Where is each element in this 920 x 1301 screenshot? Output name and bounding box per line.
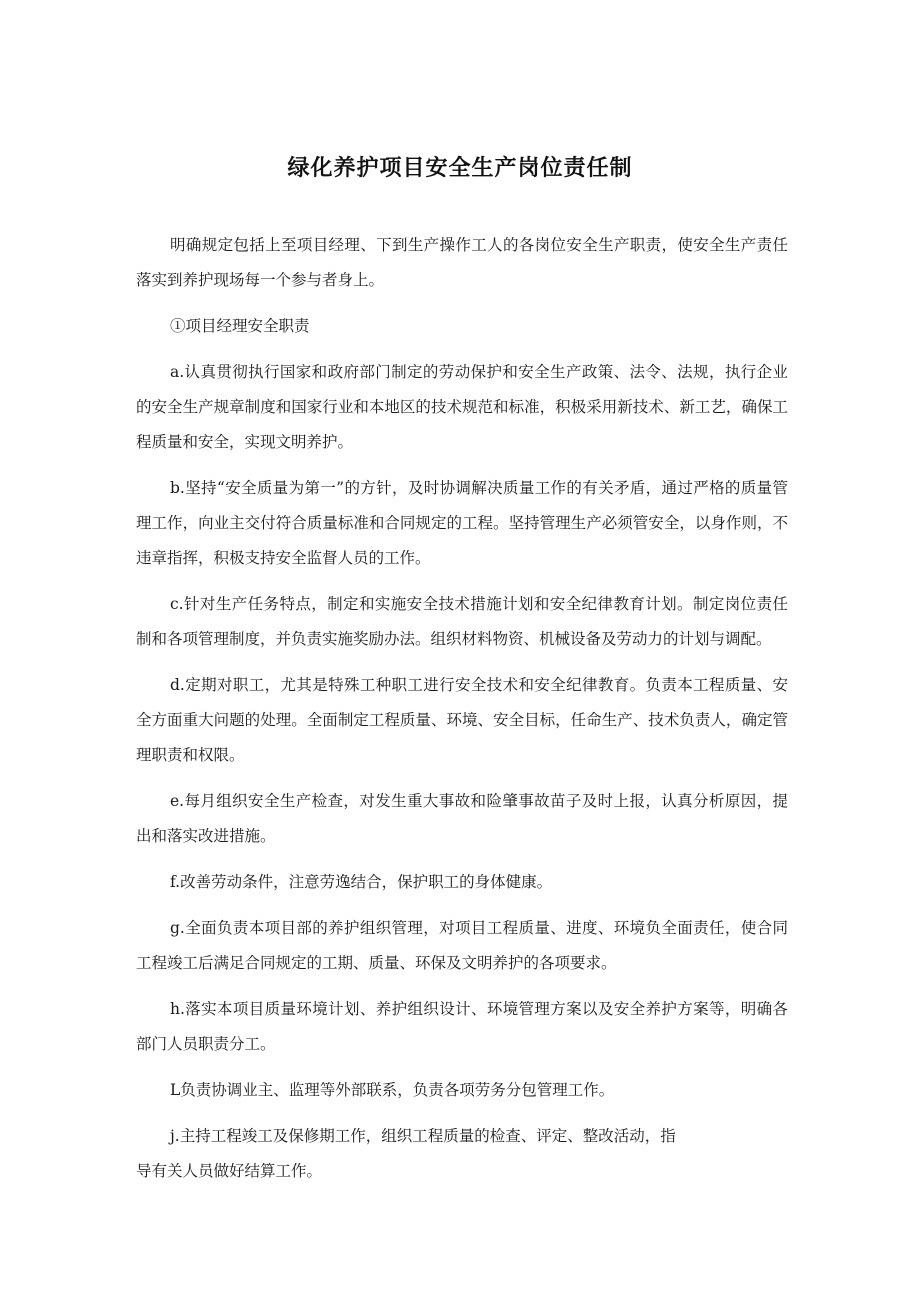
intro-paragraph: 明确规定包括上至项目经理、下到生产操作工人的各岗位安全生产职责，使安全生产责任落实到养护现场每一个参与者身上。 — [136, 236, 788, 289]
duty-item-g: g.全面负责本项目部的养护组织管理，对项目工程质量、进度、环境负全面责任，使合同工程竣工后满足合同规定的工期、质量、环保及文明养护的各项要求。 — [136, 919, 788, 972]
duty-item-c: c.针对生产任务特点，制定和实施安全技术措施计划和安全纪律教育计划。制定岗位责任制和各项管理制度，并负责实施奖励办法。组织材料物资、机械设备及劳动力的计划与调配。 — [136, 595, 788, 648]
duty-item-j-continued: 导有关人员做好结算工作。 — [136, 1162, 323, 1180]
document-body — [136, 228, 788, 1200]
duty-item-i: L负责协调业主、监理等外部联系，负责各项劳务分包管理工作。 — [170, 1081, 615, 1099]
duty-item-a: a.认真贯彻执行国家和政府部门制定的劳动保护和安全生产政策、法令、法规，执行企业的安全生产规章制度和国家行业和本地区的技术规范和标准，积极采用新技术、新工艺，确保工程质量和安全，实现文明养护。 — [136, 363, 788, 451]
document-title: 绿化养护项目安全生产岗位责任制 — [287, 156, 633, 181]
duty-item-j: j.主持工程竣工及保修期工作，组织工程质量的检查、评定、整改活动，指 — [170, 1127, 676, 1145]
duty-item-e: e.每月组织安全生产检查，对发生重大事故和险肇事故苗子及时上报，认真分析原因，提出和落实改进措施。 — [136, 792, 788, 845]
duty-item-b: b.坚持“安全质量为第一”的方针，及时协调解决质量工作的有关矛盾，通过严格的质量管理工作，向业主交付符合质量标准和合同规定的工程。坚持管理生产必须管安全，以身作则，不违章指挥，积极支持安全监督人员的工作。 — [136, 479, 788, 567]
duty-item-d: d.定期对职工，尤其是特殊工种职工进行安全技术和安全纪律教育。负责本工程质量、安全方面重大问题的处理。全面制定工程质量、环境、安全目标，任命生产、技术负责人，确定管理职责和权限。 — [136, 676, 788, 764]
duty-item-f: f.改善劳动条件，注意劳逸结合，保护职工的身体健康。 — [170, 873, 553, 891]
section-heading: ①项目经理安全职责 — [170, 317, 310, 335]
duty-item-h: h.落实本项目质量环境计划、养护组织设计、环境管理方案以及安全养护方案等，明确各部门人员职责分工。 — [136, 1000, 788, 1053]
